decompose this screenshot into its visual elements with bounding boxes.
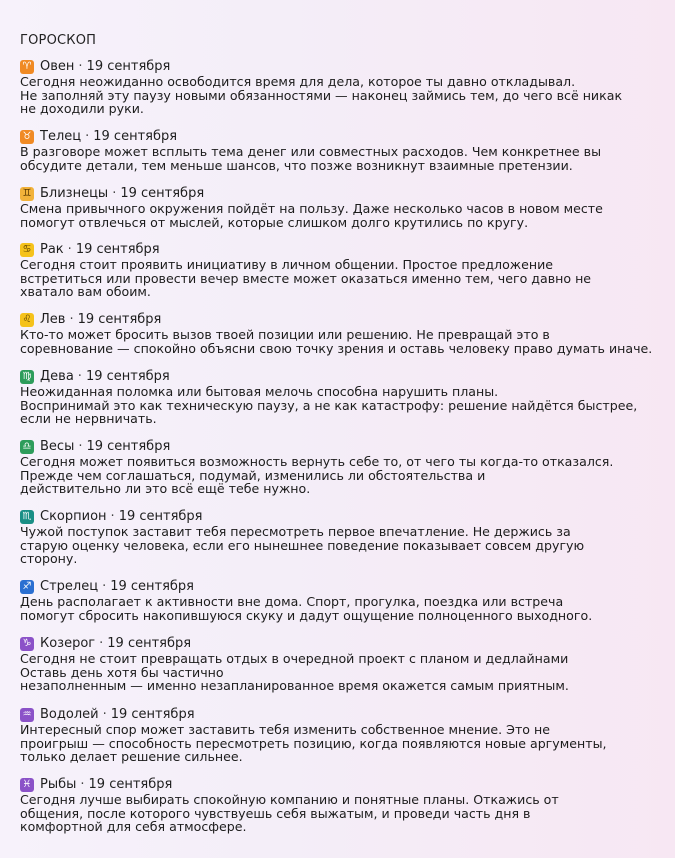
sign-date: 19 сентября [86, 439, 171, 454]
capricorn-icon: ♑ [20, 637, 34, 651]
page-title: ГОРОСКОП [20, 33, 97, 48]
sign-header [20, 440, 660, 454]
sign-block-capricorn [20, 637, 660, 693]
separator: · [99, 636, 104, 651]
sign-text: Сегодня лучше выбирать спокойную компанию и понятные планы. Откажись от общения, после которого чувствуешь себя выжатым, и проведи часть дня в комфортной для себя атмосфере. [20, 792, 559, 835]
sign-block-virgo [20, 370, 660, 426]
sign-text: Кто-то может бросить вызов твоей позиции или решению. Не превращай это в соревнование — спокойно объясни свою точку зрения и оставь человеку право думать иначе. [20, 327, 653, 356]
separator: · [112, 186, 117, 201]
sign-date: 19 сентября [118, 509, 203, 524]
separator: · [69, 312, 74, 327]
sign-name: Овен [40, 59, 75, 74]
sign-text: Сегодня не стоит превращать отдых в очередной проект с планом и дедлайнами Оставь день хотя бы частично незаполненным — именно незапланированное время окажется самым приятным. [20, 651, 569, 694]
sign-header [20, 187, 660, 201]
sign-name: Телец [40, 129, 82, 144]
sign-block-libra [20, 440, 660, 496]
aries-icon: ♈ [20, 60, 34, 74]
separator: · [85, 129, 90, 144]
sign-date: 19 сентября [107, 636, 192, 651]
sign-name: Водолей [40, 707, 99, 722]
sign-name: Рак [40, 242, 64, 257]
sign-date: 19 сентября [110, 707, 195, 722]
sign-name: Скорпион [40, 509, 107, 524]
sign-text: Неожиданная поломка или бытовая мелочь способна нарушить планы. Воспринимай это как техническую паузу, а не как катастрофу: решение найдётся быстрее, если не нервничать. [20, 384, 638, 427]
sign-block-sagittarius [20, 580, 660, 622]
sign-block-taurus [20, 130, 660, 172]
sign-date: 19 сентября [85, 369, 170, 384]
separator: · [80, 777, 85, 792]
sign-text: Интересный спор может заставить тебя изменить собственное мнение. Это не проигрыш — способность пересмотреть позицию, когда появляются новые аргументы, только делает решение сильнее. [20, 722, 607, 765]
sign-name: Весы [40, 439, 75, 454]
sagittarius-icon: ♐ [20, 580, 34, 594]
sign-header [20, 637, 660, 651]
sign-header [20, 313, 660, 327]
cancer-icon: ♋ [20, 243, 34, 257]
separator: · [110, 509, 115, 524]
sign-header [20, 243, 660, 257]
sign-name: Лев [40, 312, 66, 327]
sign-text: Сегодня неожиданно освободится время для дела, которое ты давно откладывал. Не заполняй эту паузу новыми обязанностями — наконец займись тем, до чего всё никак не доходили руки. [20, 74, 623, 117]
sign-header [20, 778, 660, 792]
sign-text: Смена привычного окружения пойдёт на пользу. Даже несколько часов в новом месте помогут отвлечься от мыслей, которые слишком долго крутились по кругу. [20, 201, 603, 230]
sign-header [20, 510, 660, 524]
sign-date: 19 сентября [75, 242, 160, 257]
taurus-icon: ♉ [20, 130, 34, 144]
separator: · [78, 439, 83, 454]
sign-block-leo [20, 313, 660, 355]
sign-block-aries [20, 60, 660, 116]
sign-text: Сегодня может появиться возможность вернуть себе то, от чего ты когда-то отказался. Прежде чем соглашаться, подумай, изменились ли обстоятельства и действительно ли это всё ещё тебе нужно. [20, 454, 614, 497]
separator: · [67, 242, 72, 257]
sign-date: 19 сентября [86, 59, 171, 74]
pisces-icon: ♓ [20, 778, 34, 792]
sign-date: 19 сентября [77, 312, 162, 327]
sign-name: Стрелец [40, 579, 99, 594]
sign-header [20, 580, 660, 594]
sign-date: 19 сентября [88, 777, 173, 792]
sign-block-pisces [20, 778, 660, 834]
sign-name: Козерог [40, 636, 96, 651]
separator: · [102, 579, 107, 594]
separator: · [102, 707, 107, 722]
sign-date: 19 сентября [120, 186, 205, 201]
sign-text: День располагает к активности вне дома. Спорт, прогулка, поездка или встреча помогут сбросить накопившуюся скуку и дадут ощущение полноценного выходного. [20, 594, 593, 623]
libra-icon: ♎ [20, 440, 34, 454]
sign-block-cancer [20, 243, 660, 299]
sign-text: В разговоре может всплыть тема денег или совместных расходов. Чем конкретнее вы обсудите детали, тем меньше шансов, что позже возникнут взаимные претензии. [20, 144, 602, 173]
aquarius-icon: ♒ [20, 708, 34, 722]
sign-header [20, 60, 660, 74]
sign-text: Чужой поступок заставит тебя пересмотреть первое впечатление. Не держись за старую оценку человека, если его нынешнее поведение показывает совсем другую сторону. [20, 524, 585, 567]
sign-header [20, 708, 660, 722]
separator: · [77, 369, 82, 384]
sign-block-gemini [20, 187, 660, 229]
leo-icon: ♌ [20, 313, 34, 327]
sign-name: Дева [40, 369, 74, 384]
separator: · [78, 59, 83, 74]
sign-name: Близнецы [40, 186, 109, 201]
scorpio-icon: ♏ [20, 510, 34, 524]
sign-name: Рыбы [40, 777, 77, 792]
sign-block-aquarius [20, 708, 660, 764]
sign-header [20, 370, 660, 384]
sign-block-scorpio [20, 510, 660, 566]
sign-date: 19 сентября [110, 579, 195, 594]
sign-text: Сегодня стоит проявить инициативу в личном общении. Простое предложение встретиться или провести вечер вместе может оказаться именно тем, чего давно не хватало вам обоим. [20, 257, 592, 300]
sign-header [20, 130, 660, 144]
sign-date: 19 сентября [93, 129, 178, 144]
virgo-icon: ♍ [20, 370, 34, 384]
gemini-icon: ♊ [20, 187, 34, 201]
